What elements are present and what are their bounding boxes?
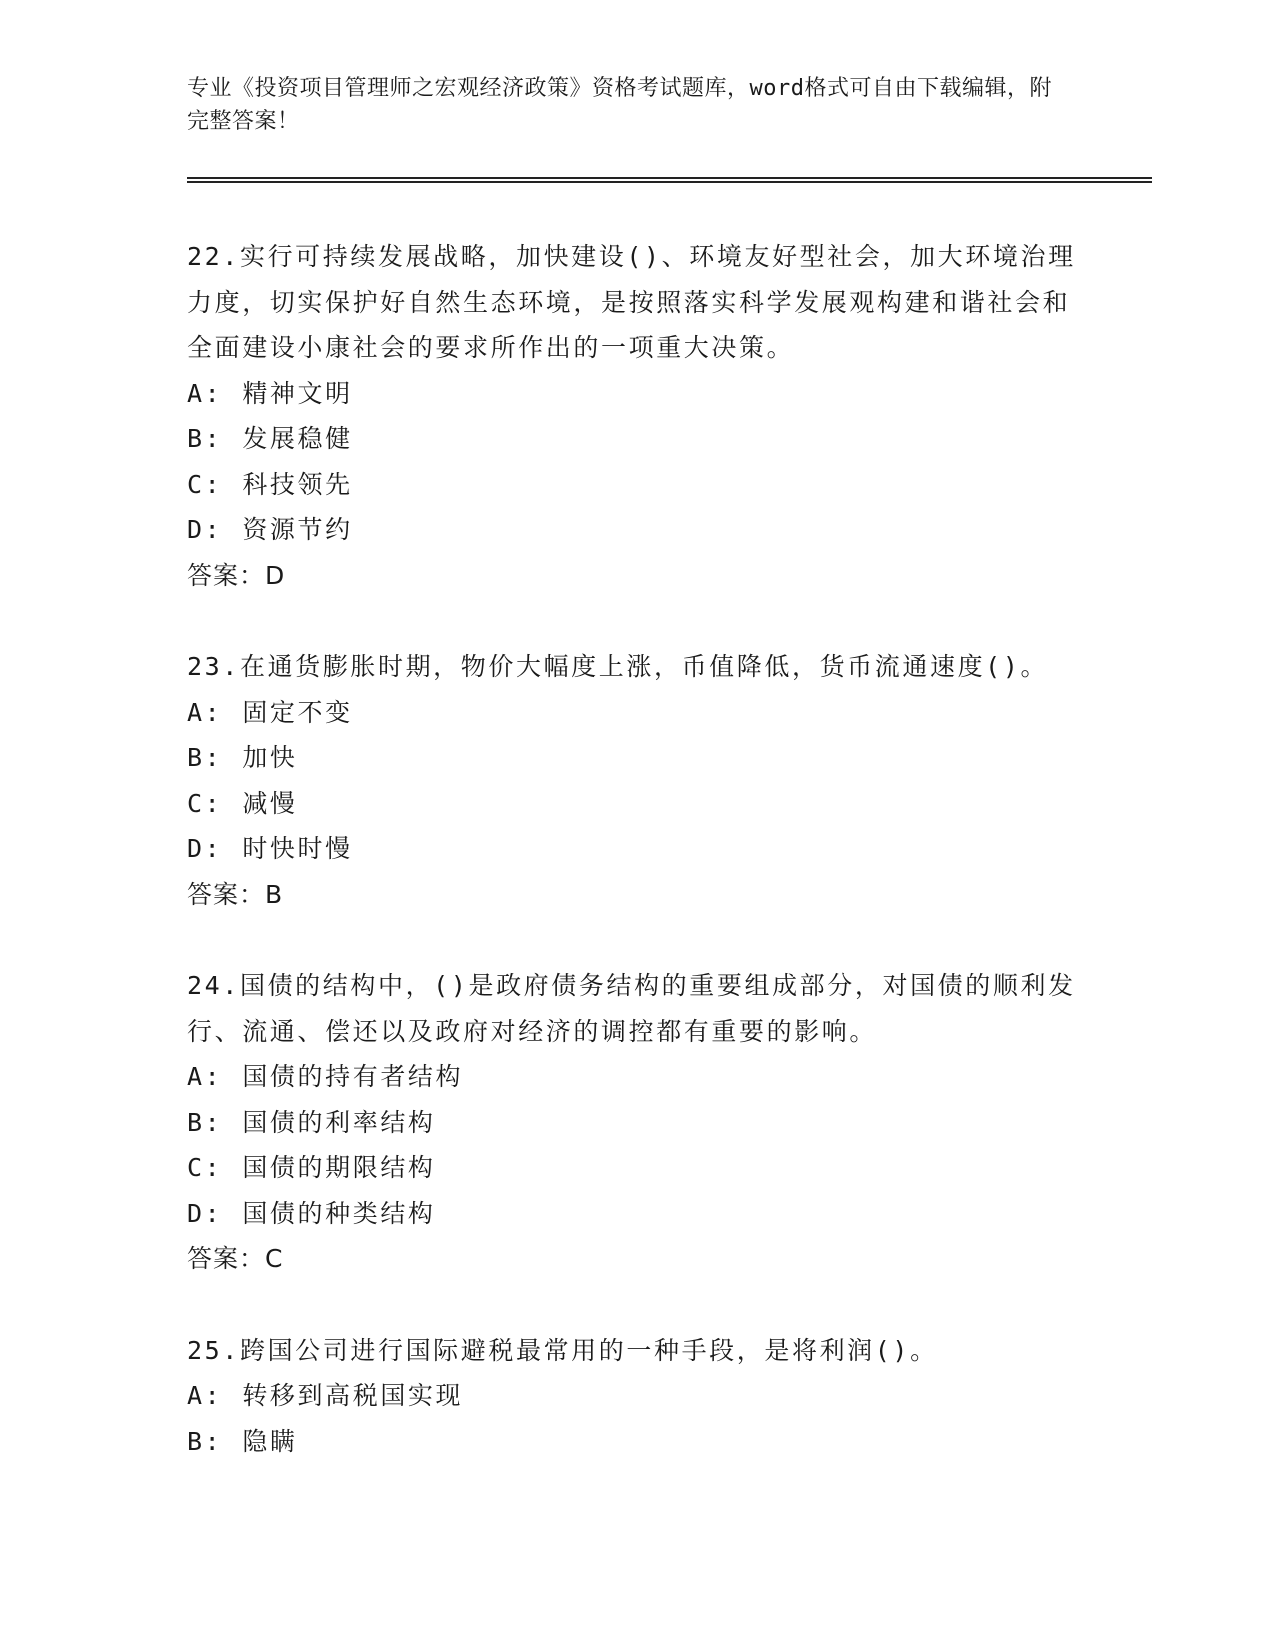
option-letter: B: (187, 1426, 223, 1456)
option-c (187, 462, 1087, 508)
question-list (187, 234, 1087, 1510)
question-text (187, 1328, 1087, 1374)
option-letter: B: (187, 1107, 223, 1137)
question-stem: 实行可持续发展战略，加快建设()、环境友好型社会，加大环境治理力度，切实保护好自然生态环境，是按照落实科学发展观构建和谐社会和全面建设小康社会的要求所作出的一项重大决策。 (187, 242, 1076, 362)
option-letter: D: (187, 1198, 223, 1228)
question-stem: 在通货膨胀时期，物价大幅度上涨，币值降低，货币流通速度()。 (239, 652, 1049, 681)
option-d (187, 1191, 1087, 1237)
option-a (187, 1373, 1087, 1419)
option-text: 固定不变 (242, 697, 353, 727)
option-b (187, 1419, 1087, 1465)
option-b (187, 1100, 1087, 1146)
option-b (187, 735, 1087, 781)
question-text (187, 234, 1087, 371)
option-text: 国债的利率结构 (242, 1107, 436, 1137)
option-letter: A: (187, 378, 223, 408)
header-divider (187, 177, 1152, 183)
answer-line: 答案：D (187, 560, 286, 590)
option-text: 国债的种类结构 (242, 1198, 436, 1228)
question-25 (187, 1328, 1087, 1465)
option-text: 隐瞒 (242, 1426, 298, 1456)
option-d (187, 507, 1087, 553)
option-a (187, 371, 1087, 417)
question-text (187, 963, 1087, 1054)
answer-line: 答案：C (187, 1244, 284, 1273)
question-number: 25. (187, 1335, 240, 1365)
option-text: 资源节约 (242, 515, 353, 544)
option-a (187, 1054, 1087, 1100)
option-a (187, 690, 1087, 736)
question-24 (187, 963, 1087, 1282)
document-header: 专业《投资项目管理师之宏观经济政策》资格考试题库，word格式可自由下载编辑，附完整答案！ (187, 76, 1052, 134)
option-text: 国债的持有者结构 (242, 1062, 464, 1091)
option-text: 精神文明 (242, 378, 353, 408)
question-number: 22. (187, 242, 240, 271)
question-22 (187, 234, 1087, 598)
question-text (187, 644, 1087, 690)
option-letter: B: (187, 424, 223, 453)
question-number: 24. (187, 971, 240, 1000)
option-letter: A: (187, 1381, 223, 1410)
question-stem: 国债的结构中，()是政府债务结构的重要组成部分，对国债的顺利发行、流通、偿还以及政府对经济的调控都有重要的影响。 (187, 971, 1076, 1046)
option-letter: C: (187, 1153, 223, 1182)
option-letter: B: (187, 743, 223, 772)
option-text: 国债的期限结构 (242, 1153, 436, 1182)
option-letter: C: (187, 788, 223, 818)
option-letter: D: (187, 834, 223, 863)
option-c (187, 1145, 1087, 1191)
question-number: 23. (187, 652, 240, 681)
option-letter: C: (187, 469, 223, 499)
option-letter: D: (187, 515, 223, 544)
option-letter: A: (187, 1062, 223, 1091)
option-c (187, 781, 1087, 827)
option-text: 减慢 (242, 788, 298, 818)
option-d (187, 826, 1087, 872)
option-text: 加快 (242, 743, 298, 772)
question-stem: 跨国公司进行国际避税最常用的一种手段，是将利润()。 (239, 1335, 938, 1365)
answer-line: 答案：B (187, 879, 284, 909)
option-text: 发展稳健 (242, 424, 353, 453)
option-text: 转移到高税国实现 (242, 1381, 464, 1410)
option-b (187, 416, 1087, 462)
question-23 (187, 644, 1087, 917)
option-text: 科技领先 (242, 469, 353, 499)
option-letter: A: (187, 697, 223, 727)
option-text: 时快时慢 (242, 834, 353, 863)
